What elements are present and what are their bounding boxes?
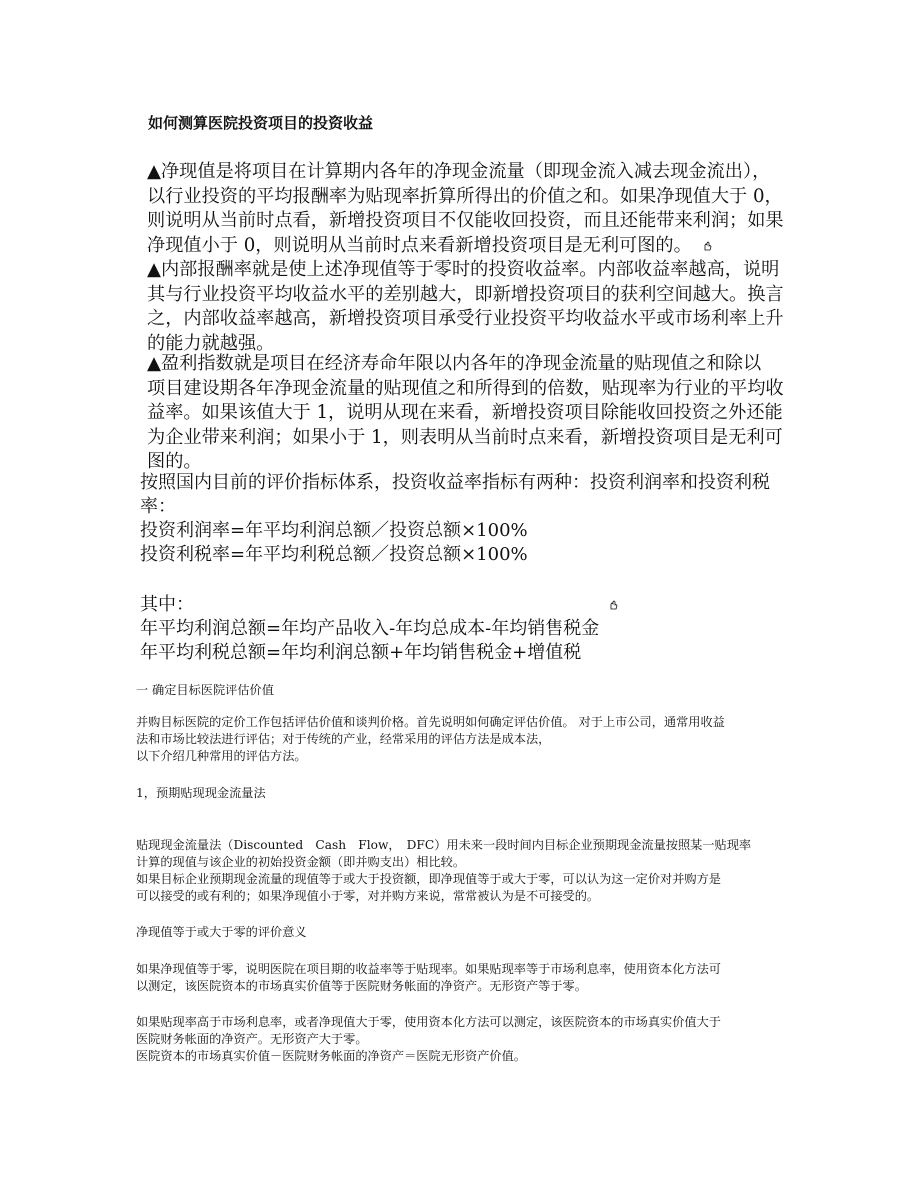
- section1-body: [136, 714, 725, 765]
- irr-line-2: 其与行业投资平均收益水平的差别越大，即新增投资项目的获利空间越大。换言: [147, 283, 784, 305]
- npv-meaning-p1-line-1: 如果净现值等于零，说明医院在项目期的收益率等于贴现率。如果贴现率等于市场利息率，使用资本化方法可: [136, 962, 721, 976]
- npv-meaning-p2-line-3: 医院资本的市场真实价值－医院财务帐面的净资产＝医院无形资产价值。: [136, 1049, 526, 1063]
- system-line-2: 率：: [140, 496, 176, 517]
- npv-paragraph: [147, 160, 784, 258]
- irr-line-4: 的能力就越强。: [147, 332, 275, 354]
- section1-line-2: 法和市场比较法进行评估；对于传统的产业，经常采用的评估方法是成本法，: [136, 732, 551, 746]
- system-line-1: 按照国内目前的评价指标体系，投资收益率指标有两种：投资利润率和投资利税: [140, 472, 770, 493]
- method1-line-2: 计算的现值与该企业的初始投资金额（即并购支出）相比较。: [136, 855, 466, 869]
- section1-line-3: 以下介绍几种常用的评估方法。: [136, 749, 307, 763]
- among-label-text: 其中：: [140, 594, 194, 615]
- irr-line-1: ▲内部报酬率就是使上述净现值等于零时的投资收益率。内部收益率越高，说明: [147, 259, 780, 280]
- pi-line-3: 益率。如果该值大于 1，说明从现在来看，新增投资项目除能收回投资之外还能: [147, 402, 783, 424]
- formula-avg-tax: 年平均利税总额=年均利润总额+年均销售税金+增值税: [140, 642, 582, 663]
- npv-line-3: 则说明从当前时点看，新增投资项目不仅能收回投资，而且还能带来利润；如果: [147, 210, 784, 232]
- hand-cursor-icon: [702, 241, 712, 251]
- npv-line-4-text: 净现值小于 0，则说明从当前时点来看新增投资项目是无利可图的。: [147, 234, 692, 256]
- npv-meaning-p1: [136, 961, 721, 995]
- among-label: [140, 593, 618, 617]
- formula-tax-rate: 投资利税率=年平均利税总额／投资总额×100%: [140, 544, 528, 565]
- page-title: 如何测算医院投资项目的投资收益: [148, 114, 374, 132]
- among-paragraph: [140, 593, 618, 665]
- irr-paragraph: [147, 258, 784, 356]
- formula-avg-profit: 年平均利润总额=年均产品收入-年均总成本-年均销售税金: [140, 618, 600, 639]
- npv-line-4: [147, 234, 784, 259]
- method1-line-3: 如果目标企业预期现金流量的现值等于或大于投资额，即净现值等于或大于零，可以认为这一定价对并购方是: [136, 872, 721, 886]
- pi-line-1: ▲盈利指数就是项目在经济寿命年限以内各年的净现金流量的贴现值之和除以: [147, 353, 762, 374]
- section1-line-1: 并购目标医院的定价工作包括评估价值和谈判价格。首先说明如何确定评估价值。 对于上市公司，通常用收益: [136, 715, 725, 729]
- npv-meaning-heading: 净现值等于或大于零的评价意义: [136, 925, 307, 939]
- npv-meaning-p2-line-1: 如果贴现率高于市场利息率，或者净现值大于零，使用资本化方法可以测定，该医院资本的市场真实价值大于: [136, 1015, 721, 1029]
- npv-meaning-p2: [136, 1014, 721, 1065]
- section1-heading: 一 确定目标医院评估价值: [136, 683, 274, 697]
- irr-line-3: 之，内部收益率越高，新增投资项目承受行业投资平均收益水平或市场利率上升: [147, 308, 784, 330]
- npv-meaning-p1-line-2: 以测定，该医院资本的市场真实价值等于医院财务帐面的净资产。无形资产等于零。: [136, 979, 587, 993]
- hand-cursor-icon: [608, 600, 618, 610]
- method1-body: [136, 837, 751, 905]
- pi-line-4: 为企业带来利润；如果小于 1，则表明从当前时点来看，新增投资项目是无利可: [147, 426, 783, 448]
- method1-heading: 1，预期贴现现金流量法: [136, 786, 266, 800]
- pi-line-5: 图的。: [147, 451, 202, 473]
- system-paragraph: [140, 471, 770, 567]
- npv-line-2: 以行业投资的平均报酬率为贴现率折算所得出的价值之和。如果净现值大于 0，: [147, 185, 783, 207]
- npv-meaning-p2-line-2: 医院财务帐面的净资产。无形资产大于零。: [136, 1032, 368, 1046]
- method1-line-4: 可以接受的或有利的；如果净现值小于零，对并购方来说，常常被认为是不可接受的。: [136, 889, 600, 903]
- method1-line-1: 贴现现金流量法（Discounted Cash Flow， DFC）用未来一段时间内目标企业预期现金流量按照某一贴现率: [136, 838, 752, 852]
- formula-profit-rate: 投资利润率=年平均利润总额／投资总额×100%: [140, 520, 528, 541]
- npv-line-1: ▲净现值是将项目在计算期内各年的净现金流量（即现金流入减去现金流出），: [147, 161, 771, 182]
- pi-paragraph: [147, 352, 784, 475]
- pi-line-2: 项目建设期各年净现金流量的贴现值之和所得到的倍数，贴现率为行业的平均收: [147, 377, 784, 399]
